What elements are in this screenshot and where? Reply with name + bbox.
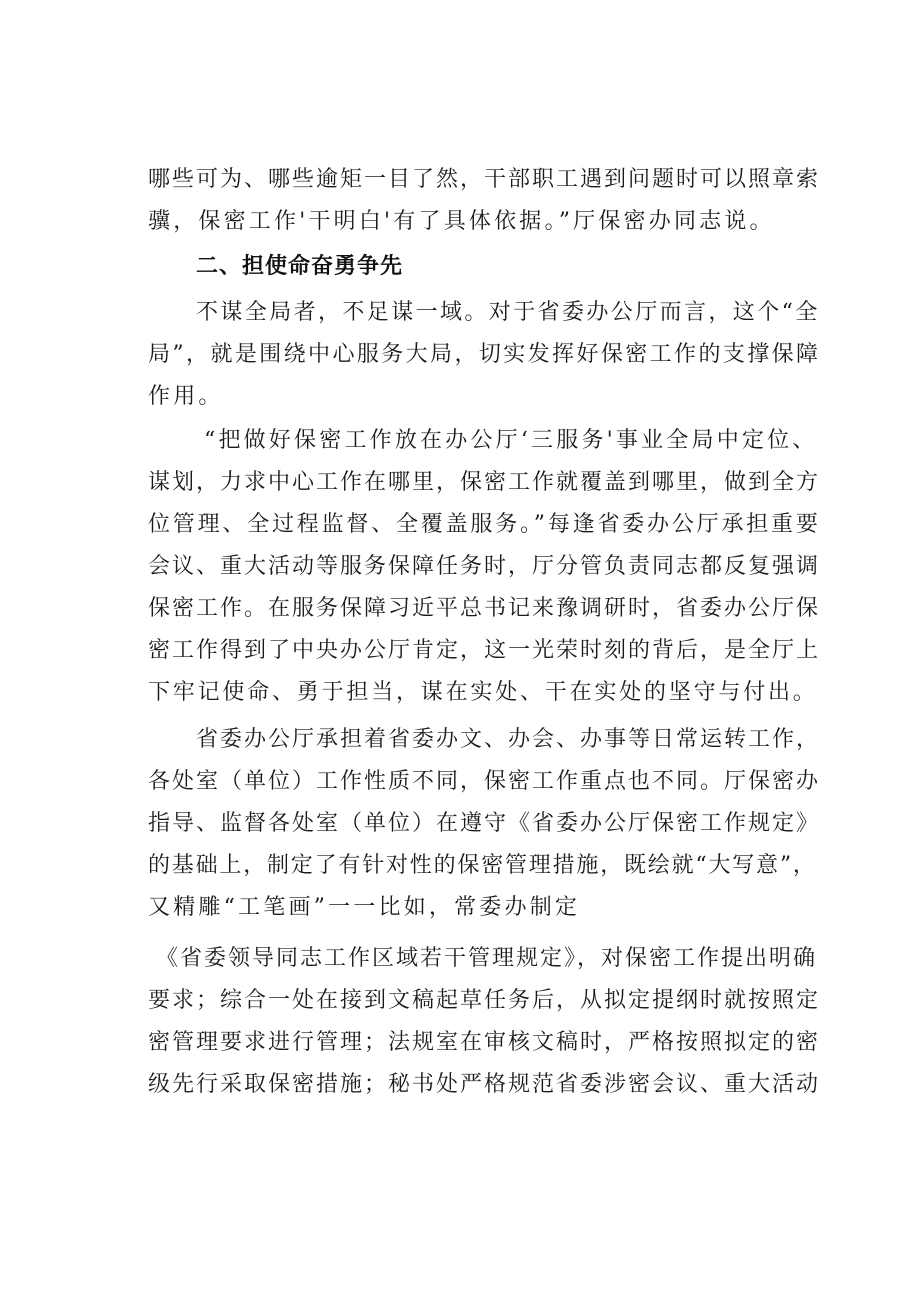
paragraph-4-line-1: 省委办公厅承担着省委办文、办会、办事等日常运转工作， xyxy=(196,727,821,752)
paragraph-3-line-1: “把做好保密工作放在办公厅‘三服务'事业全局中定位、 xyxy=(204,428,818,453)
paragraph-4-line-7: 要求；综合一处在接到文稿起草任务后，从拟定提纲时就按照定 xyxy=(148,988,821,1013)
paragraph-4-line-3: 指导、监督各处室（单位）在遵守《省委办公厅保密工作规定》 xyxy=(148,811,821,836)
paragraph-4-line-5: 又精雕“工笔画”一一比如，常委办制定 xyxy=(148,895,581,920)
paragraph-3-line-5: 保密工作。在服务保障习近平总书记来豫调研时，省委办公厅保 xyxy=(148,596,821,621)
section-heading: 二、担使命奋勇争先 xyxy=(196,254,404,279)
paragraph-4-line-2: 各处室（单位）工作性质不同，保密工作重点也不同。厅保密办 xyxy=(148,769,821,794)
paragraph-2-line-1: 不谋全局者，不足谋一域。对于省委办公厅而言，这个“全 xyxy=(196,300,820,325)
paragraph-3-line-4: 会议、重大活动等服务保障任务时，厅分管负责同志都反复强调 xyxy=(148,554,821,579)
paragraph-2-line-3: 作用。 xyxy=(148,384,224,409)
paragraph-1-line-2: 骥，保密工作'干明白'有了具体依据。”厅保密办同志说。 xyxy=(148,209,775,234)
paragraph-2-line-2: 局”，就是围绕中心服务大局，切实发挥好保密工作的支撑保障 xyxy=(148,342,821,367)
paragraph-1-line-1: 哪些可为、哪些逾矩一目了然，干部职工遇到问题时可以照章索 xyxy=(148,167,821,192)
paragraph-4-line-6: 《省委领导同志工作区域若干管理规定》，对保密工作提出明确 xyxy=(156,946,818,971)
paragraph-3-line-7: 下牢记使命、勇于担当，谋在实处、干在实处的坚守与付出。 xyxy=(148,680,818,705)
paragraph-4-line-9: 级先行采取保密措施；秘书处严格规范省委涉密会议、重大活动 xyxy=(148,1072,821,1097)
paragraph-3-line-3: 位管理、全过程监督、全覆盖服务。”每逢省委办公厅承担重要 xyxy=(148,512,821,537)
paragraph-3-line-2: 谋划，力求中心工作在哪里，保密工作就覆盖到哪里，做到全方 xyxy=(148,470,821,495)
paragraph-4-line-4: 的基础上，制定了有针对性的保密管理措施，既绘就“大写意”， xyxy=(148,853,817,878)
paragraph-3-line-6: 密工作得到了中央办公厅肯定，这一光荣时刻的背后，是全厅上 xyxy=(148,638,821,663)
paragraph-4-line-8: 密管理要求进行管理；法规室在审核文稿时，严格按照拟定的密 xyxy=(148,1030,821,1055)
